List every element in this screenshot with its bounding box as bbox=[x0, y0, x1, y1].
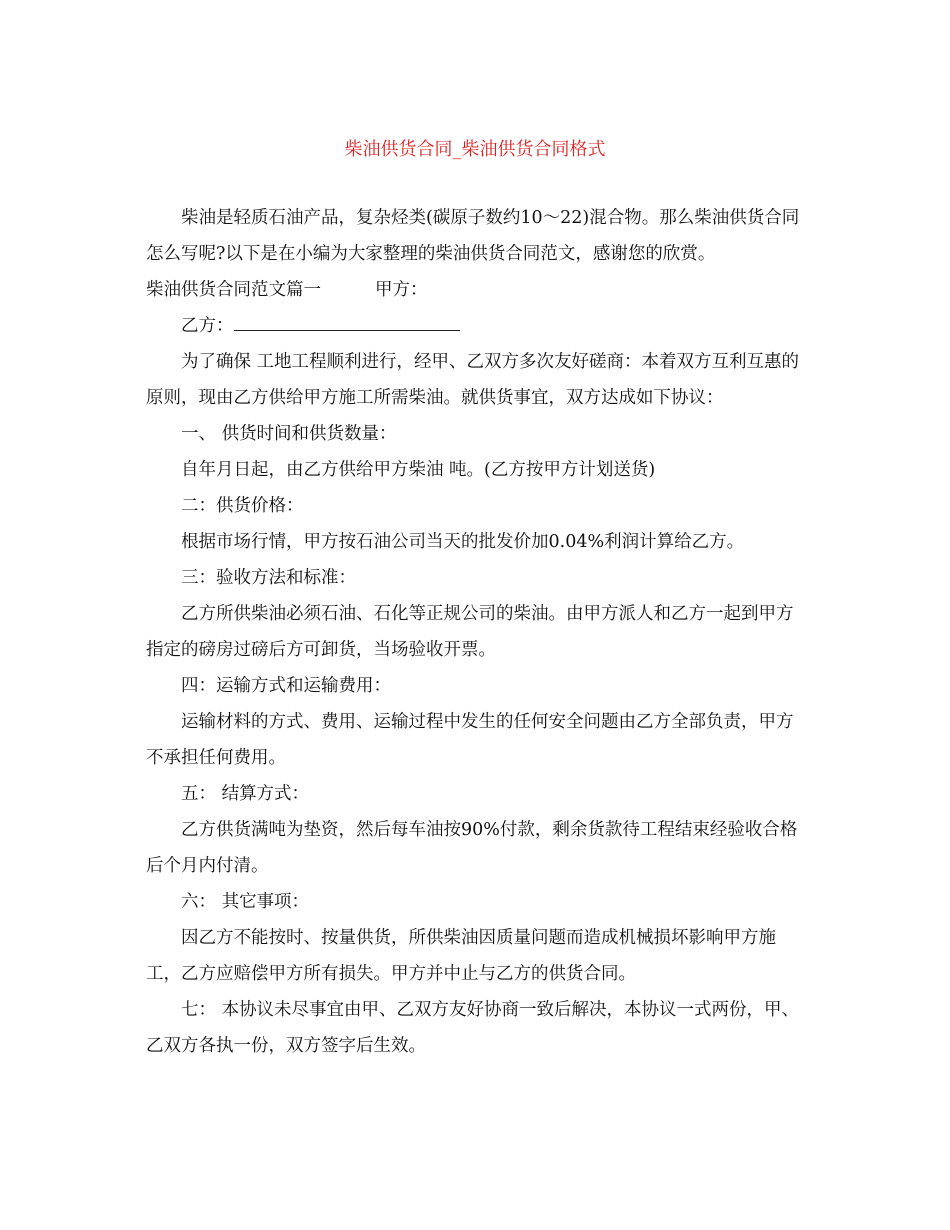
document-body bbox=[146, 200, 806, 1064]
party-b-label: 乙方： bbox=[181, 316, 234, 336]
section-6-body: 因乙方不能按时、按量供货，所供柴油因质量问题而造成机械损坏影响甲方施工，乙方应赔偿甲方所有损失。甲方并中止与乙方的供货合同。 bbox=[146, 928, 776, 984]
party-a-label: 甲方： bbox=[375, 280, 428, 300]
party-b-line bbox=[146, 308, 806, 344]
section-1-body: 自年月日起，由乙方供给甲方柴油 吨。(乙方按甲方计划送货) bbox=[181, 460, 656, 480]
sample-heading-line bbox=[146, 272, 806, 308]
section-4-body: 运输材料的方式、费用、运输过程中发生的任何安全问题由乙方全部负责，甲方不承担任何费用。 bbox=[146, 712, 794, 768]
document-title: 柴油供货合同_柴油供货合同格式 bbox=[344, 139, 606, 160]
section-2-body: 根据市场行情，甲方按石油公司当天的批发价加0.04%利润计算给乙方。 bbox=[181, 532, 745, 552]
preamble-paragraph: 为了确保 工地工程顺利进行，经甲、乙双方多次友好磋商：本着双方互利互惠的原则，现由乙方供给甲方施工所需柴油。就供货事宜，双方达成如下协议： bbox=[146, 352, 800, 408]
section-5-heading: 五： 结算方式： bbox=[181, 784, 310, 804]
section-5-body: 乙方供货满吨为垫资，然后每车油按90%付款，剩余货款待工程结束经验收合格后个月内付清。 bbox=[146, 820, 798, 876]
intro-paragraph: 柴油是轻质石油产品，复杂烃类(碳原子数约10～22)混合物。那么柴油供货合同怎么写呢?以下是在小编为大家整理的柴油供货合同范文，感谢您的欣赏。 bbox=[146, 208, 800, 264]
section-6-heading: 六： 其它事项： bbox=[181, 892, 310, 912]
party-b-blank-line bbox=[234, 312, 460, 331]
sample-heading: 柴油供货合同范文篇一 bbox=[146, 280, 321, 300]
section-1-heading: 一、 供货时间和供货数量： bbox=[181, 424, 397, 444]
section-4-heading: 四：运输方式和运输费用： bbox=[181, 676, 391, 696]
section-7-body: 七： 本协议未尽事宜由甲、乙双方友好协商一致后解决，本协议一式两份，甲、乙双方各执一份，双方签字后生效。 bbox=[146, 1000, 800, 1056]
section-3-body: 乙方所供柴油必须石油、石化等正规公司的柴油。由甲方派人和乙方一起到甲方指定的磅房过磅后方可卸货，当场验收开票。 bbox=[146, 604, 794, 660]
section-3-heading: 三：验收方法和标准： bbox=[181, 568, 356, 588]
section-2-heading: 二：供货价格： bbox=[181, 496, 304, 516]
